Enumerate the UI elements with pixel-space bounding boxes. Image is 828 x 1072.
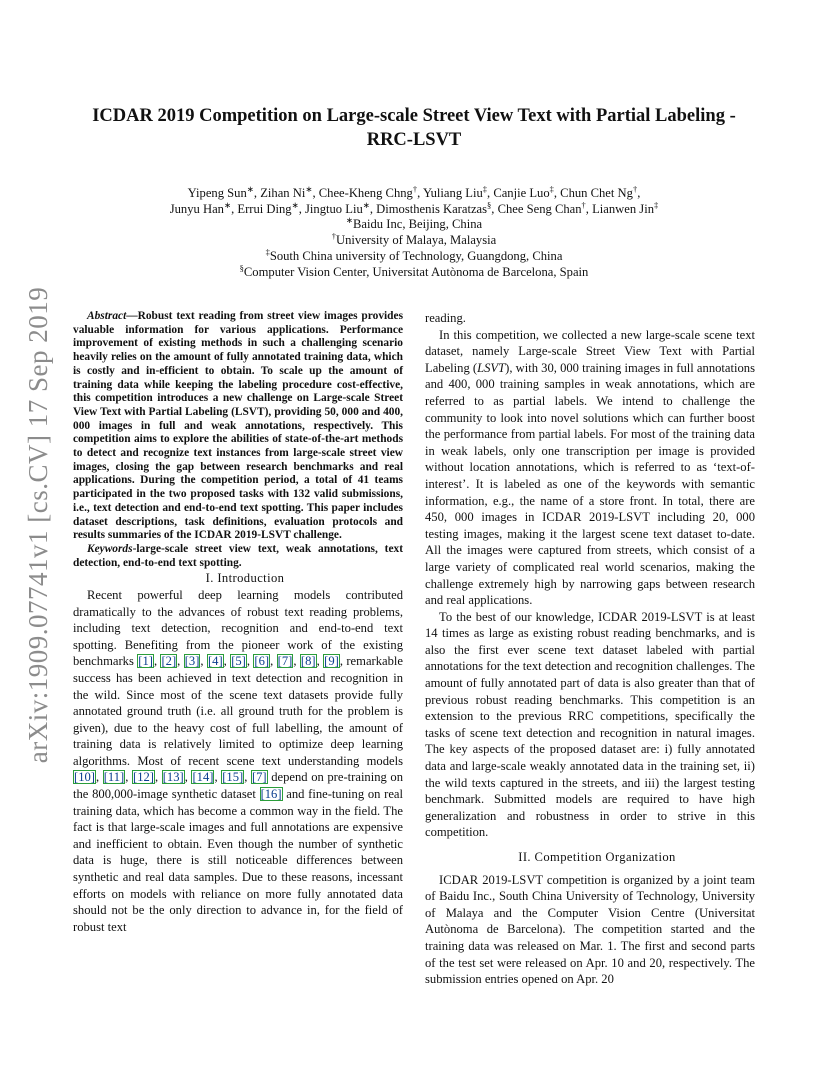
keywords xyxy=(73,543,403,570)
author-name: Zihan Ni xyxy=(260,186,306,200)
abstract-number: 400, 000 xyxy=(73,405,404,432)
affiliation-mark: ∗ xyxy=(305,183,313,194)
author-name: Junyu Han xyxy=(169,201,224,216)
body-text: depend on pre-training on the 800,000-image synthetic dataset xyxy=(73,770,404,802)
right-column xyxy=(425,310,755,988)
section-heading-competition-organization: II. Competition Organization xyxy=(518,850,676,864)
affiliation-text: University of Malaya, Malaysia xyxy=(336,233,497,248)
citation-link[interactable]: [15] xyxy=(222,770,244,785)
affiliation-mark: § xyxy=(487,199,492,210)
keywords-text: -large-scale street view text, weak annotations, text detection, end-to-end text spotting. xyxy=(73,542,403,569)
author-name: Dimosthenis Karatzas xyxy=(376,201,488,216)
author-name: Errui Ding xyxy=(237,201,292,216)
intro-paragraph: Recent powerful deep learning models contributed dramatically to the advances of robust text reading problems, including text detection, recognition and end-to-end text spotting. Benefiting from the pioneer work of the existing benchmarks [1], [2], [3], [4], [5], [6], [7], [8], [9], remarkable success has been achieved in text detection and recognition in the wild. Since most of the scene text datasets provide fully annotated ground truth (i.e. all ground truth for the problem is given), due to the heavy cost of full labelling, the amount of training data is relatively limited to optimize deep learning algorithms. Most of recent scene text understanding models [10], [11], [12], [13], [14], [15], [7] depend on pre-training on the 800,000-image synthetic dataset [16] and fine-tuning on real training data, which has become a common way in the field. The fact is that large-scale images and full annotations are expensive and inefficient to obtain. Even though the number of synthetic data is huge, there is still noticeable differences between synthetic and real data samples. Due to these reasons, incessant efforts on models with reliance on more fully annotated data should not be the only direction to advance in, for the field of robust text xyxy=(73,587,404,934)
arxiv-identifier-stamp: arXiv:1909.07741v1 [cs.CV] 17 Sep 2019 xyxy=(23,286,53,764)
author-name: Yuliang Liu xyxy=(422,186,483,200)
citation-link[interactable]: [7] xyxy=(277,654,293,669)
affiliation-mark: ‡ xyxy=(482,183,488,194)
affiliation-mark: † xyxy=(331,230,337,241)
citation-link[interactable]: [8] xyxy=(300,654,316,669)
author-name: Yipeng Sun xyxy=(187,186,247,200)
body-text: training samples in weak annotations, which are referred to as partial labels. We intend to challenge the community to look into novel solutions which can further boost the performance from partial labels. For most of the training data in weak labels, only one transcription per image is provided without location annotations, which is referred to as ‘text-of-interest’. It is labeled as one of the keywords with semantic information, e.g., the name of a store front. In total, there are xyxy=(425,377,755,508)
title-line-2: RRC-LSVT xyxy=(366,130,462,150)
author-name: Canjie Luo xyxy=(493,186,550,200)
affiliation-mark: † xyxy=(581,199,586,210)
body-text: , remarkable success has been achieved in text detection and recognition in the wild. Since most of the scene text datasets provide fully annotated ground truth (i.e. all ground truth for the problem is given), due to the heavy cost of full labelling, the amount of training data is relatively limited to optimize deep learning algorithms. Most of recent scene text understanding models xyxy=(73,654,403,768)
affiliation-mark: ‡ xyxy=(654,199,659,210)
body-number: 400, 000 xyxy=(448,377,495,392)
affiliation-mark: ∗ xyxy=(246,183,254,194)
affiliation-mark: ‡ xyxy=(549,183,554,194)
abstract-text: Robust text reading from street view images provides valuable information for various applications. Performance improvement of existing methods in such a challenging scenario heavily relies on the amount of fully annotated training data, which is costly and in-efficient to obtain. To scale up the amount of training data while keeping the labeling procedure cost-effective, this competition introduces a new challenge on Large-scale Street View Text with Partial Labeling (LSVT), providing xyxy=(73,310,403,418)
author-block xyxy=(100,183,728,280)
citation-link[interactable]: [1] xyxy=(138,654,153,669)
affiliation-scut xyxy=(100,246,728,265)
body-text: testing images, making it the largest scene text dataset to-date. All the images were captured from streets, which consist of a large variety of complicated real world scenarios, making the challenge extremely high by narrowing gaps between research and real applications. xyxy=(425,526,755,608)
body-number: 20, 000 xyxy=(712,510,755,525)
abstract-dash: — xyxy=(126,310,138,322)
intro-paragraph xyxy=(425,609,755,841)
citation-link[interactable]: [9] xyxy=(324,654,339,669)
intro-paragraph xyxy=(425,327,755,609)
citation-link[interactable]: [11] xyxy=(103,770,125,785)
paper-title xyxy=(80,104,748,152)
affiliation-mark: † xyxy=(412,183,418,194)
body-text: ), with 30, 000 training images in full annotations and xyxy=(425,360,755,392)
body-text: images in ICDAR 2019-LSVT including xyxy=(473,510,713,525)
citation-link[interactable]: [13] xyxy=(162,770,184,785)
abstract-number: 132 xyxy=(292,488,311,501)
affiliation-text: Baidu Inc, Beijing, China xyxy=(353,217,483,232)
keywords-label: Keywords xyxy=(87,542,133,555)
citation-link[interactable]: [7] xyxy=(251,770,267,785)
body-number: 14 xyxy=(425,626,438,641)
citation-link[interactable]: [4] xyxy=(207,654,223,669)
author-line-1: Yipeng Sun∗, Zihan Ni∗, Chee-Kheng Chng†, Yuliang Liu‡, Canjie Luo‡, Chun Chet Ng†, xyxy=(187,183,641,200)
affiliation-mark: ‡ xyxy=(265,246,270,257)
body-text: To the best of our knowledge, ICDAR 2019-LSVT is at least xyxy=(439,609,755,624)
affiliation-mark: § xyxy=(239,262,244,273)
affiliation-malaya xyxy=(100,230,728,249)
abstract-text: images in full and weak annotations, respectively. This competition aims to explore the abilities of state-of-the-art methods to detect and recognize text instances from large-scale street view images, closing the gap between research benchmarks and real applications. During the competition period, a total of xyxy=(73,419,403,487)
body-text: times as large as existing robust reading benchmarks, and is also the first ever scene text dataset labeled with partial annotations for the text detection and recognition challenges. The amount of fully annotated part of data is also greater than that of previous robust reading benchmarks. This competition is an extension to the previous RRC competitions, specifically the tasks of scene text detection and recognition in natural images. The key aspects of the proposed dataset are: i) fully annotated data and large-scale weakly annotated data in the training set, ii) the wild texts captured in the streets, and iii) the largest testing benchmark. Submitted models are required to have high generalization and robustness in order to strive in this competition. xyxy=(425,626,755,840)
affiliation-mark: ∗ xyxy=(223,199,232,210)
body-text: and fine-tuning on real training data, which has become a common way in the field. The fact is that large-scale images and full annotations are expensive and inefficient to obtain. Even though the number of synthetic data is huge, there is still noticeable differences between synthetic and real data samples. Due to these reasons, incessant efforts on models with reliance on more fully annotated data should not be the only direction to advance in, for the field of robust text xyxy=(73,787,403,934)
author-name: Lianwen Jin xyxy=(592,201,654,216)
citation-link[interactable]: [5] xyxy=(231,654,246,669)
body-number: 450, 000 xyxy=(425,510,474,525)
title-line-1: ICDAR 2019 Competition on Large-scale Street View Text with Partial Labeling - xyxy=(92,106,736,126)
affiliation-baidu xyxy=(100,217,728,233)
citation-link[interactable]: [3] xyxy=(184,654,200,669)
citation-link[interactable]: [16] xyxy=(260,787,282,802)
left-column xyxy=(73,310,403,935)
abstract-text: teams participated in the two proposed tasks with xyxy=(73,474,403,501)
affiliation-mark: † xyxy=(632,183,638,194)
citation-link[interactable]: [6] xyxy=(254,654,270,669)
author-name: Chun Chet Ng xyxy=(560,186,633,200)
body-text: Recent powerful deep learning models contributed dramatically to the advances of robust text reading problems, including text detection, recognition and end-to-end text spotting. Benefiting from the pioneer work of the existing benchmarks xyxy=(73,587,403,669)
author-name: Chee-Kheng Chng xyxy=(318,186,413,200)
author-line-2: Junyu Han∗, Errui Ding∗, Jingtuo Liu∗, Dimosthenis Karatzas§, Chee Seng Chan†, Lianwen Jin‡ xyxy=(169,199,659,216)
body-text: In this competition, we collected a new large-scale scene text dataset, namely Large-scale Street View Text with Partial Labeling ( xyxy=(425,327,755,375)
affiliation-text: Computer Vision Center, Universitat Autònoma de Barcelona, Spain xyxy=(243,264,589,279)
abstract-text: and xyxy=(358,405,384,418)
abstract-label: Abstract xyxy=(87,310,127,322)
citation-link[interactable]: [14] xyxy=(192,770,214,785)
citation-link[interactable]: [12] xyxy=(133,770,154,785)
author-name: Jingtuo Liu xyxy=(305,201,363,216)
abstract-text: valid submissions, i.e., text detection and end-to-end text spotting. This paper includes dataset descriptions, task definitions, evaluation protocols and results summaries of the ICDAR 2019-LSVT challenge. xyxy=(73,488,403,542)
citation-link[interactable]: [10] xyxy=(74,770,95,785)
abstract-number: 41 xyxy=(357,474,370,487)
affiliation-mark: ∗ xyxy=(345,215,354,226)
abstract xyxy=(73,310,403,543)
affiliation-mark: ∗ xyxy=(291,199,299,210)
dataset-name: LSVT xyxy=(477,360,506,375)
citation-link[interactable]: [2] xyxy=(161,654,177,669)
affiliation-mark: ∗ xyxy=(362,199,370,210)
abstract-number: 50, 000 xyxy=(324,405,359,418)
organization-paragraph: ICDAR 2019-LSVT competition is organized by a joint team of Baidu Inc., South China University of Technology, University of Malaya and the Computer Vision Centre (Universitat Autònoma de Barcelona). The competition started and the training data was released on Mar. 1. The first and second parts of the test set were released on Apr. 10 and 20, respectively. The submission entries opened on Apr. 20 xyxy=(425,872,755,987)
section-heading-introduction: I. Introduction xyxy=(205,571,285,586)
affiliation-cvc xyxy=(100,262,728,281)
affiliation-text: South China university of Technology, Guangdong, China xyxy=(269,248,563,263)
author-name: Chee Seng Chan xyxy=(497,201,582,216)
continued-text: reading. xyxy=(425,311,466,325)
